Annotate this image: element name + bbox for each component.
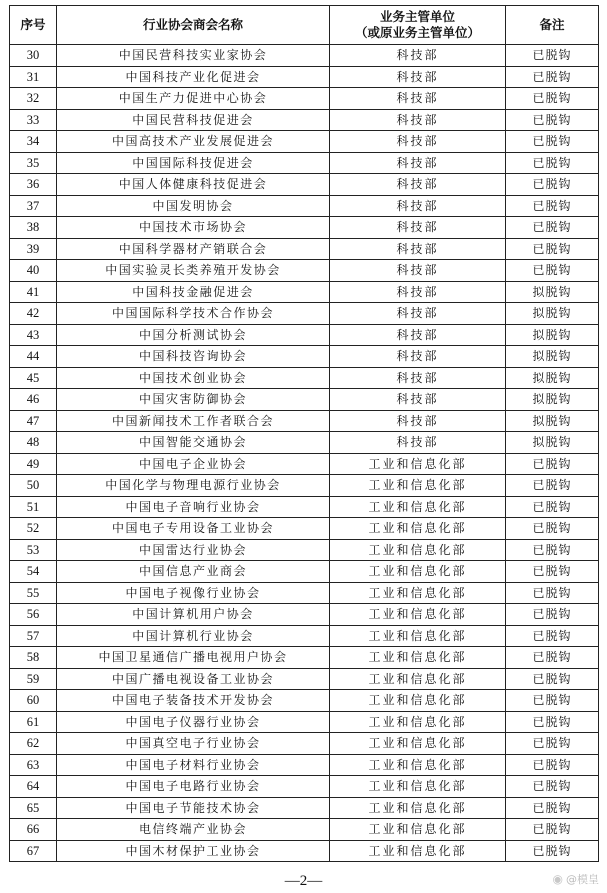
remarks-cell: 已脱钩 (506, 797, 599, 819)
serial-number-cell: 45 (10, 367, 57, 389)
serial-number-cell: 67 (10, 840, 57, 862)
serial-number-cell: 32 (10, 88, 57, 110)
remarks-cell: 已脱钩 (506, 539, 599, 561)
table-row (10, 754, 599, 776)
supervising-unit-cell: 工业和信息化部 (330, 453, 506, 475)
table-row (10, 496, 599, 518)
association-name-cell: 中国科学器材产销联合会 (57, 238, 330, 260)
remarks-cell: 已脱钩 (506, 625, 599, 647)
remarks-cell: 已脱钩 (506, 66, 599, 88)
remarks-cell: 拟脱钩 (506, 346, 599, 368)
supervising-unit-cell: 工业和信息化部 (330, 754, 506, 776)
serial-number-cell: 37 (10, 195, 57, 217)
serial-number-cell: 60 (10, 690, 57, 712)
remarks-cell: 已脱钩 (506, 109, 599, 131)
table-row (10, 711, 599, 733)
serial-number-cell: 46 (10, 389, 57, 411)
supervising-unit-cell: 科技部 (330, 152, 506, 174)
supervising-unit-cell: 工业和信息化部 (330, 475, 506, 497)
supervising-unit-cell: 工业和信息化部 (330, 604, 506, 626)
serial-number-cell: 44 (10, 346, 57, 368)
remarks-cell: 已脱钩 (506, 733, 599, 755)
header-serial-number (10, 6, 57, 45)
table-row (10, 45, 599, 67)
header-association-name-label: 行业协会商会名称 (142, 17, 243, 32)
serial-number-cell: 38 (10, 217, 57, 239)
association-name-cell: 中国实验灵长类养殖开发协会 (57, 260, 330, 282)
association-name-cell: 中国计算机用户协会 (57, 604, 330, 626)
table-body (10, 45, 599, 862)
remarks-cell: 已脱钩 (506, 647, 599, 669)
supervising-unit-cell: 科技部 (330, 346, 506, 368)
remarks-cell: 已脱钩 (506, 819, 599, 841)
weibo-watermark (553, 871, 599, 887)
serial-number-cell: 43 (10, 324, 57, 346)
remarks-cell: 拟脱钩 (506, 303, 599, 325)
serial-number-cell: 66 (10, 819, 57, 841)
supervising-unit-cell: 科技部 (330, 367, 506, 389)
watermark-text: @模皇 (566, 873, 599, 886)
table-row (10, 195, 599, 217)
association-name-cell: 中国电子专用设备工业协会 (57, 518, 330, 540)
supervising-unit-cell: 工业和信息化部 (330, 797, 506, 819)
association-name-cell: 中国电子仪器行业协会 (57, 711, 330, 733)
supervising-unit-cell: 工业和信息化部 (330, 819, 506, 841)
association-name-cell: 中国真空电子行业协会 (57, 733, 330, 755)
remarks-cell: 已脱钩 (506, 754, 599, 776)
association-name-cell: 中国科技金融促进会 (57, 281, 330, 303)
serial-number-cell: 57 (10, 625, 57, 647)
supervising-unit-cell: 工业和信息化部 (330, 668, 506, 690)
table-row (10, 582, 599, 604)
header-supervising-unit-line2: （或原业务主管单位） (354, 25, 480, 40)
header-remarks (506, 6, 599, 45)
supervising-unit-cell: 科技部 (330, 260, 506, 282)
serial-number-cell: 49 (10, 453, 57, 475)
table-row (10, 303, 599, 325)
association-name-cell: 中国信息产业商会 (57, 561, 330, 583)
table-row (10, 131, 599, 153)
remarks-cell: 已脱钩 (506, 840, 599, 862)
page-number: —2— (284, 873, 323, 889)
supervising-unit-cell: 科技部 (330, 410, 506, 432)
association-name-cell: 中国智能交通协会 (57, 432, 330, 454)
table-row (10, 819, 599, 841)
serial-number-cell: 33 (10, 109, 57, 131)
table-row (10, 66, 599, 88)
supervising-unit-cell: 工业和信息化部 (330, 711, 506, 733)
remarks-cell: 已脱钩 (506, 45, 599, 67)
serial-number-cell: 47 (10, 410, 57, 432)
table-row (10, 88, 599, 110)
table-row (10, 432, 599, 454)
serial-number-cell: 55 (10, 582, 57, 604)
serial-number-cell: 35 (10, 152, 57, 174)
supervising-unit-cell: 工业和信息化部 (330, 496, 506, 518)
serial-number-cell: 34 (10, 131, 57, 153)
association-name-cell: 中国分析测试协会 (57, 324, 330, 346)
association-table-container (9, 5, 598, 862)
supervising-unit-cell: 科技部 (330, 88, 506, 110)
association-name-cell: 中国电子视像行业协会 (57, 582, 330, 604)
remarks-cell: 已脱钩 (506, 776, 599, 798)
supervising-unit-cell: 科技部 (330, 174, 506, 196)
table-header-row (10, 6, 599, 45)
supervising-unit-cell: 科技部 (330, 131, 506, 153)
remarks-cell: 拟脱钩 (506, 432, 599, 454)
association-name-cell: 中国高技术产业发展促进会 (57, 131, 330, 153)
header-serial-number-label: 序号 (20, 17, 46, 32)
supervising-unit-cell: 科技部 (330, 432, 506, 454)
table-row (10, 238, 599, 260)
table-row (10, 281, 599, 303)
remarks-cell: 已脱钩 (506, 174, 599, 196)
remarks-cell: 已脱钩 (506, 238, 599, 260)
table-row (10, 797, 599, 819)
table-row (10, 324, 599, 346)
supervising-unit-cell: 科技部 (330, 195, 506, 217)
serial-number-cell: 36 (10, 174, 57, 196)
supervising-unit-cell: 科技部 (330, 238, 506, 260)
table-row (10, 518, 599, 540)
serial-number-cell: 41 (10, 281, 57, 303)
supervising-unit-cell: 工业和信息化部 (330, 733, 506, 755)
supervising-unit-cell: 工业和信息化部 (330, 840, 506, 862)
association-name-cell: 中国计算机行业协会 (57, 625, 330, 647)
remarks-cell: 已脱钩 (506, 561, 599, 583)
association-name-cell: 中国科技产业化促进会 (57, 66, 330, 88)
remarks-cell: 已脱钩 (506, 88, 599, 110)
supervising-unit-cell: 工业和信息化部 (330, 539, 506, 561)
remarks-cell: 已脱钩 (506, 496, 599, 518)
supervising-unit-cell: 工业和信息化部 (330, 625, 506, 647)
association-name-cell: 中国新闻技术工作者联合会 (57, 410, 330, 432)
table-row (10, 668, 599, 690)
serial-number-cell: 48 (10, 432, 57, 454)
serial-number-cell: 54 (10, 561, 57, 583)
serial-number-cell: 53 (10, 539, 57, 561)
supervising-unit-cell: 科技部 (330, 45, 506, 67)
table-row (10, 174, 599, 196)
header-remarks-label: 备注 (539, 17, 565, 32)
remarks-cell: 已脱钩 (506, 604, 599, 626)
remarks-cell: 已脱钩 (506, 260, 599, 282)
remarks-cell: 拟脱钩 (506, 324, 599, 346)
serial-number-cell: 65 (10, 797, 57, 819)
table-row (10, 625, 599, 647)
table-row (10, 733, 599, 755)
remarks-cell: 已脱钩 (506, 152, 599, 174)
remarks-cell: 已脱钩 (506, 582, 599, 604)
table-row (10, 346, 599, 368)
supervising-unit-cell: 工业和信息化部 (330, 776, 506, 798)
remarks-cell: 已脱钩 (506, 690, 599, 712)
serial-number-cell: 31 (10, 66, 57, 88)
supervising-unit-cell: 工业和信息化部 (330, 518, 506, 540)
remarks-cell: 已脱钩 (506, 453, 599, 475)
association-name-cell: 中国电子节能技术协会 (57, 797, 330, 819)
remarks-cell: 已脱钩 (506, 475, 599, 497)
supervising-unit-cell: 科技部 (330, 66, 506, 88)
association-name-cell: 中国广播电视设备工业协会 (57, 668, 330, 690)
association-name-cell: 中国发明协会 (57, 195, 330, 217)
serial-number-cell: 39 (10, 238, 57, 260)
remarks-cell: 拟脱钩 (506, 367, 599, 389)
association-name-cell: 中国电子装备技术开发协会 (57, 690, 330, 712)
table-row (10, 152, 599, 174)
association-name-cell: 中国电子企业协会 (57, 453, 330, 475)
supervising-unit-cell: 科技部 (330, 217, 506, 239)
supervising-unit-cell: 工业和信息化部 (330, 582, 506, 604)
association-name-cell: 中国技术市场协会 (57, 217, 330, 239)
remarks-cell: 拟脱钩 (506, 389, 599, 411)
association-name-cell: 中国电子音响行业协会 (57, 496, 330, 518)
supervising-unit-cell: 科技部 (330, 303, 506, 325)
association-name-cell: 中国生产力促进中心协会 (57, 88, 330, 110)
association-name-cell: 中国技术创业协会 (57, 367, 330, 389)
remarks-cell: 已脱钩 (506, 131, 599, 153)
header-supervising-unit-line1: 业务主管单位 (379, 9, 455, 24)
remarks-cell: 已脱钩 (506, 195, 599, 217)
serial-number-cell: 59 (10, 668, 57, 690)
table-row (10, 647, 599, 669)
supervising-unit-cell: 工业和信息化部 (330, 647, 506, 669)
supervising-unit-cell: 工业和信息化部 (330, 561, 506, 583)
table-row (10, 109, 599, 131)
association-name-cell: 中国化学与物理电源行业协会 (57, 475, 330, 497)
association-name-cell: 电信终端产业协会 (57, 819, 330, 841)
association-table (9, 5, 599, 862)
table-row (10, 539, 599, 561)
table-row (10, 389, 599, 411)
remarks-cell: 已脱钩 (506, 217, 599, 239)
remarks-cell: 已脱钩 (506, 711, 599, 733)
serial-number-cell: 52 (10, 518, 57, 540)
serial-number-cell: 51 (10, 496, 57, 518)
serial-number-cell: 50 (10, 475, 57, 497)
table-row (10, 475, 599, 497)
association-name-cell: 中国国际科技促进会 (57, 152, 330, 174)
serial-number-cell: 58 (10, 647, 57, 669)
remarks-cell: 已脱钩 (506, 518, 599, 540)
table-row (10, 690, 599, 712)
serial-number-cell: 61 (10, 711, 57, 733)
association-name-cell: 中国卫星通信广播电视用户协会 (57, 647, 330, 669)
table-row (10, 604, 599, 626)
header-association-name (57, 6, 330, 45)
table-row (10, 217, 599, 239)
supervising-unit-cell: 科技部 (330, 389, 506, 411)
supervising-unit-cell: 科技部 (330, 281, 506, 303)
supervising-unit-cell: 科技部 (330, 324, 506, 346)
table-row (10, 776, 599, 798)
table-row (10, 840, 599, 862)
serial-number-cell: 42 (10, 303, 57, 325)
table-row (10, 260, 599, 282)
association-name-cell: 中国电子电路行业协会 (57, 776, 330, 798)
table-row (10, 561, 599, 583)
supervising-unit-cell: 科技部 (330, 109, 506, 131)
association-name-cell: 中国灾害防御协会 (57, 389, 330, 411)
weibo-icon: ◉ (552, 872, 563, 886)
association-name-cell: 中国雷达行业协会 (57, 539, 330, 561)
table-row (10, 453, 599, 475)
remarks-cell: 拟脱钩 (506, 410, 599, 432)
association-name-cell: 中国电子材料行业协会 (57, 754, 330, 776)
header-supervising-unit (330, 6, 506, 45)
table-row (10, 410, 599, 432)
remarks-cell: 拟脱钩 (506, 281, 599, 303)
association-name-cell: 中国民营科技促进会 (57, 109, 330, 131)
association-name-cell: 中国科技咨询协会 (57, 346, 330, 368)
serial-number-cell: 62 (10, 733, 57, 755)
serial-number-cell: 56 (10, 604, 57, 626)
serial-number-cell: 30 (10, 45, 57, 67)
association-name-cell: 中国人体健康科技促进会 (57, 174, 330, 196)
remarks-cell: 已脱钩 (506, 668, 599, 690)
association-name-cell: 中国民营科技实业家协会 (57, 45, 330, 67)
association-name-cell: 中国国际科学技术合作协会 (57, 303, 330, 325)
serial-number-cell: 63 (10, 754, 57, 776)
supervising-unit-cell: 工业和信息化部 (330, 690, 506, 712)
table-row (10, 367, 599, 389)
association-name-cell: 中国木材保护工业协会 (57, 840, 330, 862)
serial-number-cell: 40 (10, 260, 57, 282)
serial-number-cell: 64 (10, 776, 57, 798)
